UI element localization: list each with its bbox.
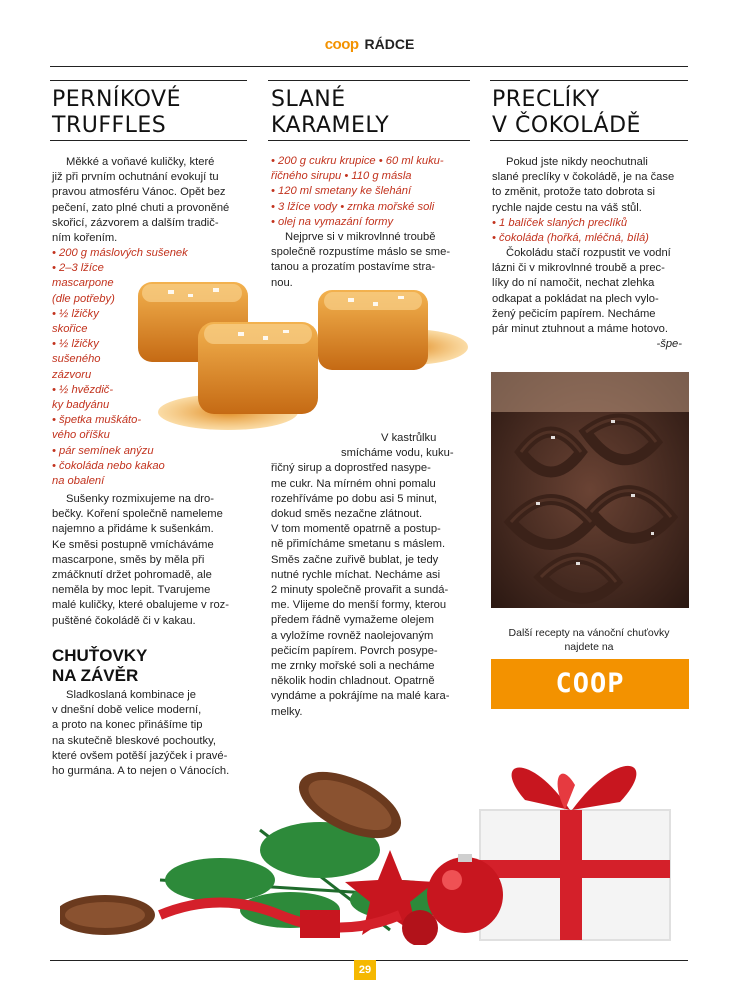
text-line: odkapat a pokládat na plech vylo-: [492, 292, 659, 305]
ingredient-line: mascarpone: [52, 277, 114, 290]
ingredient-line: vého oříšku: [52, 429, 110, 442]
bauble-ornament: [402, 910, 438, 945]
ingredient-line: • čokoláda nebo kakao: [52, 459, 165, 472]
text-line: Ke směsi postupně vmícháváme: [52, 538, 214, 551]
subheading-line1: CHUŤOVKY: [52, 646, 148, 665]
text-line: nutné rychle míchat. Necháme asi: [271, 568, 441, 581]
text-line: me cukr. Na mírném ohni pomalu: [271, 477, 436, 490]
col3-title-rule: [490, 140, 688, 141]
col1-method: [52, 492, 252, 629]
ingredient-line: • 1 balíček slaných preclíků: [492, 217, 628, 229]
text-line: v dnešní době velice moderní,: [52, 704, 202, 717]
col2-title-line1: SLANÉ: [271, 87, 346, 112]
col3-method: [492, 246, 692, 352]
text-line: vyndáme a pokrájíme na malé kara-: [271, 690, 450, 703]
ingredient-line: • ½ lžičky: [52, 338, 99, 351]
col2-title-line2: KARAMELY: [271, 113, 390, 138]
col3-title: [492, 87, 641, 139]
text-line: slané preclíky v čokoládě, je na čase: [492, 171, 675, 184]
text-line: V kastrůlku: [381, 432, 437, 444]
chocolate-pretzels-image: [491, 372, 689, 608]
section-title: RÁDCE: [364, 36, 415, 52]
col1-intro: [52, 155, 252, 246]
ingredient-line: • pár semínek anýzu: [52, 444, 154, 457]
col2-method-intro: [271, 230, 471, 291]
text-line: na skutečně bleskové pochoutky,: [52, 734, 216, 747]
col3-top-rule: [490, 80, 688, 81]
col3-ingredients: [492, 216, 692, 246]
col2-title-rule: [268, 140, 470, 141]
header-rule: [50, 66, 688, 67]
ingredient-line: • olej na vymazání formy: [271, 215, 394, 228]
text-line: 2 minuty společně provařit a sundá-: [271, 584, 449, 597]
text-line: Sladkoslaná kombinace je: [66, 689, 196, 701]
subheading-line2: NA ZÁVĚR: [52, 666, 139, 685]
text-line: skořicí, zázvorem a dalším tradič-: [52, 216, 219, 229]
caption-line2: najdete na: [564, 641, 614, 653]
ingredient-line: (dle potřeby): [52, 292, 115, 305]
ingredient-line: • 120 ml smetany ke šlehání: [271, 185, 412, 198]
subheading: [52, 646, 147, 686]
text-line: Pokud jste nikdy neochutnali: [506, 156, 648, 168]
ingredient-line: • špetka muškáto-: [52, 414, 142, 427]
text-line: líky do ní namočit, nechat zlehka: [492, 277, 655, 290]
text-line: to změnit, protože tato dobrota si: [492, 186, 655, 199]
ingredient-line: sušeného: [52, 353, 101, 366]
text-line: Směs začne zuřivě bublat, je tedy: [271, 553, 439, 566]
text-line: již při prvním ochutnání evokují tu: [52, 171, 219, 184]
text-line: tanou a prozatím postavíme stra-: [271, 261, 436, 274]
caramel-piece: [198, 322, 318, 414]
col2-method: [271, 431, 473, 720]
magazine-header: [0, 36, 739, 56]
text-line: neměla by moc lepit. Tvarujeme: [52, 584, 211, 597]
col1-title-rule: [50, 140, 247, 141]
col2-ingredients: [271, 154, 471, 230]
author-signature: -špe-: [656, 338, 682, 351]
caption-line1: Další recepty na vánoční chuťovky: [508, 627, 670, 639]
ingredient-line: • 200 g máslových sušenek: [52, 247, 188, 259]
text-line: nou.: [271, 276, 293, 289]
text-line: společně rozpustíme máslo se sme-: [271, 246, 451, 259]
text-line: Čokoládu stačí rozpustit ve vodní: [506, 247, 671, 259]
text-line: Sušenky rozmixujeme na dro-: [66, 493, 214, 505]
text-line: V tom momentě opatrně a postup-: [271, 523, 441, 536]
ingredient-line: ky badyánu: [52, 399, 110, 412]
gift-box: [480, 766, 670, 940]
text-line: smícháme vodu, kuku-: [341, 447, 454, 460]
col1-title-line1: PERNÍKOVÉ: [52, 87, 182, 112]
text-line: které ovšem potěší jazýček i pravé-: [52, 749, 228, 762]
ingredient-line: • 3 lžíce vody • zrnka mořské soli: [271, 200, 435, 213]
text-line: Měkké a voňavé kuličky, které: [66, 156, 215, 168]
ingredient-line: • ½ lžičky: [52, 307, 99, 320]
text-line: bečky. Koření společně nameleme: [52, 508, 223, 521]
text-line: žený pečicím papírem. Necháme: [492, 307, 656, 320]
ingredient-line: • čokoláda (hořká, mléčná, bílá): [492, 232, 649, 245]
text-line: pečicím papírem. Povrch posype-: [271, 644, 438, 657]
text-line: rychle najde cestu na váš stůl.: [492, 201, 642, 214]
text-line: zmáčknutí držet pohromadě, ale: [52, 569, 212, 582]
ingredient-line: skořice: [52, 323, 88, 336]
text-line: ním kořením.: [52, 232, 118, 245]
pine-cone: [60, 895, 155, 935]
text-line: rozehříváme po dobu asi 5 minut,: [271, 492, 438, 505]
text-line: ho gurmána. A to nejen o Vánocích.: [52, 765, 230, 778]
text-line: předem řádně vymažeme olejem: [271, 614, 434, 627]
ingredient-line: • 200 g cukru krupice • 60 ml kuku-: [271, 155, 444, 167]
ingredient-line: • 2–3 lžíce: [52, 262, 104, 275]
text-line: dokud směs nezačne zlátnout.: [271, 508, 423, 521]
text-line: a proto na konec přinášíme tip: [52, 719, 203, 732]
text-line: najemno a přidáme k sušenkám.: [52, 523, 214, 536]
text-line: několik hodin chladnout. Opatrně: [271, 675, 435, 688]
col3-title-line2: V ČOKOLÁDĚ: [492, 113, 641, 138]
ingredient-line: řičného sirupu • 110 g másla: [271, 170, 412, 183]
text-line: me. Vlijeme do menší formy, kterou: [271, 599, 447, 612]
col1-top-rule: [50, 80, 247, 81]
text-line: malé kuličky, které obalujeme v roz-: [52, 599, 229, 612]
text-line: puštěné čokoládě či v kakau.: [52, 614, 196, 627]
text-line: me zrnky mořské soli a necháme: [271, 660, 435, 673]
text-line: melky.: [271, 705, 303, 718]
text-line: ně přimícháme smetanu s máslem.: [271, 538, 446, 551]
text-line: lázni či v mikrovlnné troubě a prec-: [492, 262, 665, 275]
coop-logo: coop: [324, 36, 359, 53]
col1-title: [52, 87, 181, 139]
col3-title-line1: PRECLÍKY: [492, 87, 600, 112]
promo-caption: [490, 626, 688, 654]
col1-title-line2: TRUFFLES: [52, 113, 167, 138]
text-line: řičný sirup a doprostřed nasype-: [271, 462, 431, 475]
ingredient-line: zázvoru: [52, 368, 92, 381]
text-line: mascarpone, směs by měla při: [52, 553, 205, 566]
col3-intro: [492, 155, 692, 216]
text-line: a vyložíme rovněž naolejovaným: [271, 629, 434, 642]
coop-club-link[interactable]: [491, 659, 689, 749]
page-number: 29: [354, 960, 376, 980]
coop-club-label: COOP CLUB.CZ: [529, 668, 651, 749]
text-line: pár minut ztuhnout a máme hotovo.: [492, 323, 668, 336]
ingredient-line: • ½ hvězdič-: [52, 383, 114, 396]
text-line: pravou atmosféru Vánoc. Opět bez: [52, 186, 226, 199]
col2-top-rule: [268, 80, 470, 81]
text-line: pečení, zato plné chuti a provoněné: [52, 201, 230, 214]
text-line: Nejprve si v mikrovlnné troubě: [285, 231, 436, 243]
christmas-decoration-image: [60, 730, 700, 945]
ingredient-line: na obalení: [52, 475, 105, 488]
col2-title: [271, 87, 389, 139]
